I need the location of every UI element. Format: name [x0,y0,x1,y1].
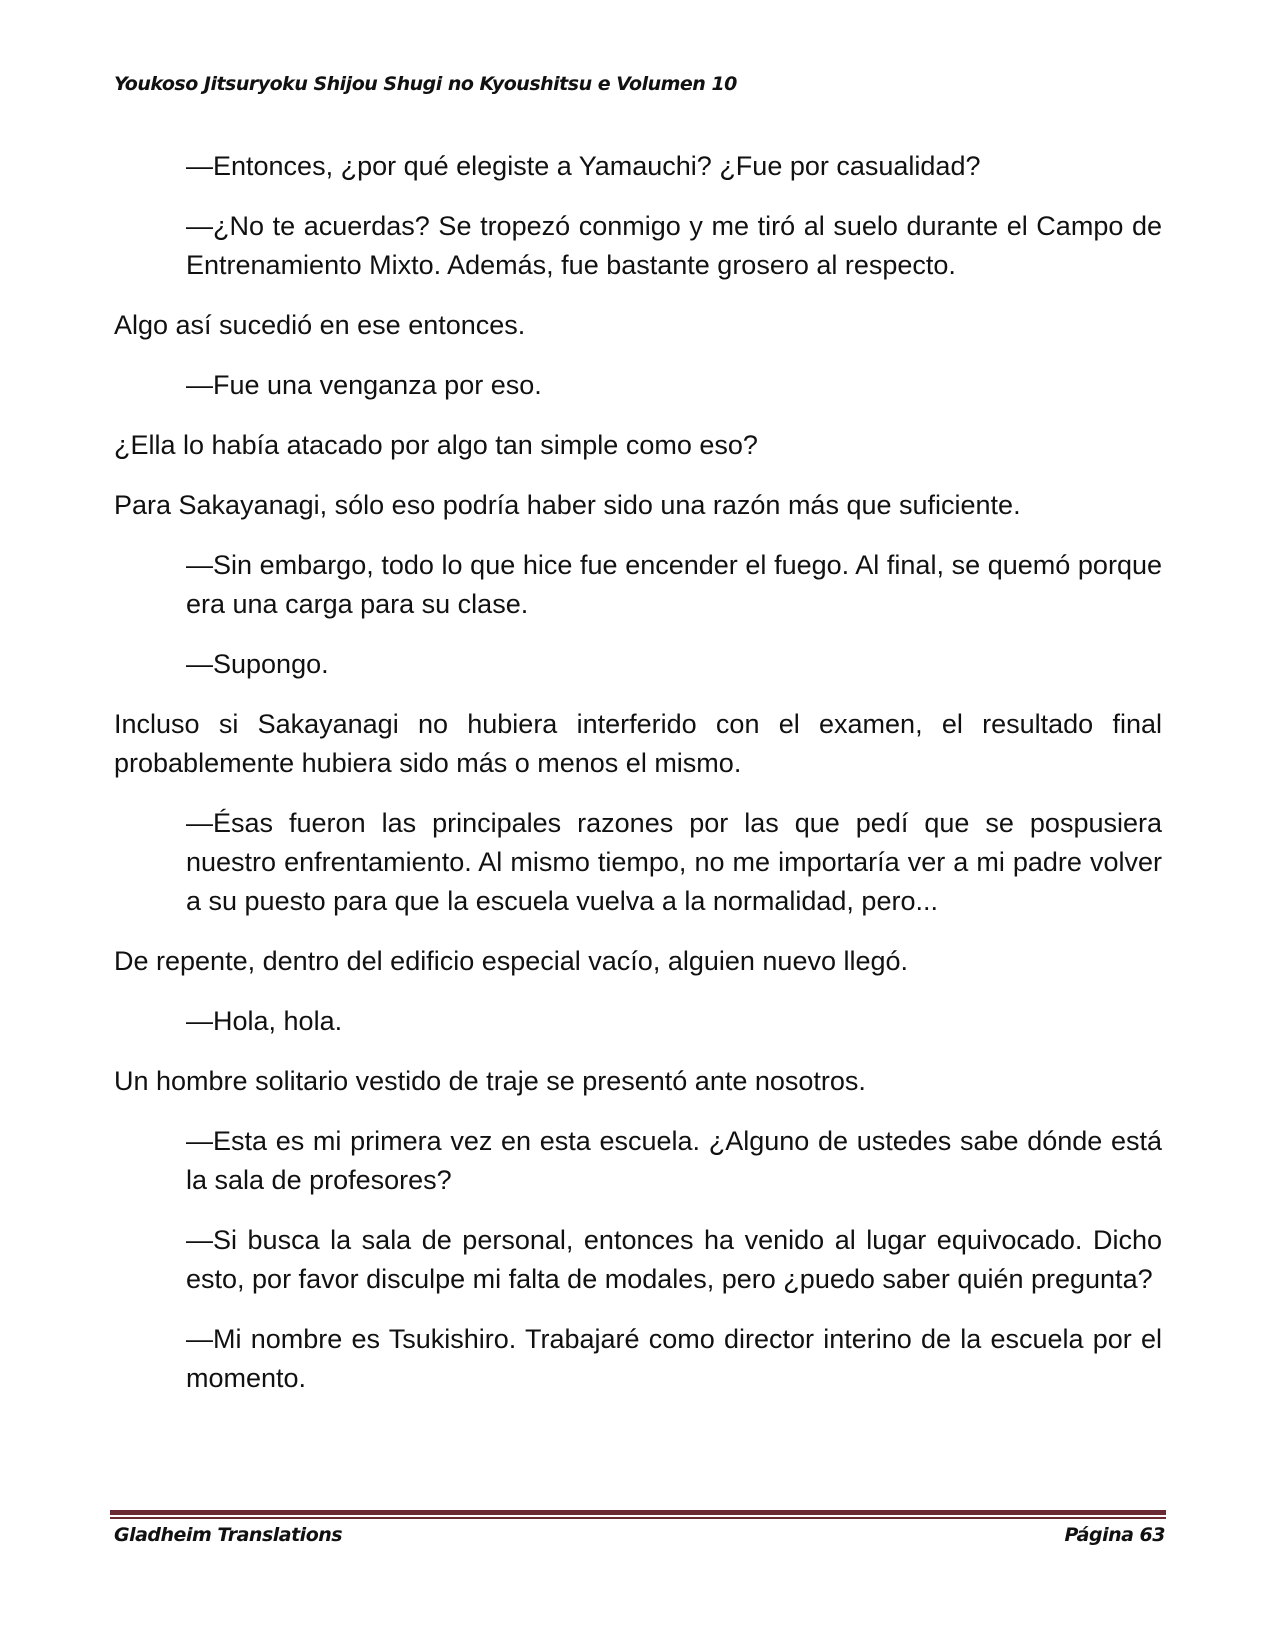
body-text [114,147,1162,1419]
narration-paragraph: ¿Ella lo había atacado por algo tan simple como eso? [114,430,758,460]
dialogue-paragraph: —Esta es mi primera vez en esta escuela. ¿Alguno de ustedes sabe dónde está la sala de profesores? [186,1126,1162,1195]
dialogue-paragraph: —Sin embargo, todo lo que hice fue encender el fuego. Al final, se quemó porque era una carga para su clase. [186,550,1162,619]
narration-paragraph: Incluso si Sakayanagi no hubiera interferido con el examen, el resultado final probablemente hubiera sido más o menos el mismo. [114,709,1162,778]
dialogue-paragraph: —¿No te acuerdas? Se tropezó conmigo y me tiró al suelo durante el Campo de Entrenamiento Mixto. Además, fue bastante grosero al respecto. [186,211,1162,280]
dialogue-paragraph: —Supongo. [186,649,329,679]
dialogue-paragraph: —Mi nombre es Tsukishiro. Trabajaré como director interino de la escuela por el momento. [186,1324,1162,1393]
dialogue-paragraph: —Hola, hola. [186,1006,343,1036]
dialogue-paragraph: —Si busca la sala de personal, entonces ha venido al lugar equivocado. Dicho esto, por favor disculpe mi falta de modales, pero ¿puedo saber quién pregunta? [186,1225,1162,1294]
dialogue-paragraph: —Entonces, ¿por qué elegiste a Yamauchi? ¿Fue por casualidad? [186,151,981,181]
footer-rule-thin [110,1517,1166,1519]
footer-publisher: Gladheim Translations [114,1524,343,1546]
running-header: Youkoso Jitsuryoku Shijou Shugi no Kyoushitsu e Volumen 10 [114,73,737,95]
narration-paragraph: Un hombre solitario vestido de traje se presentó ante nosotros. [114,1066,866,1096]
dialogue-paragraph: —Ésas fueron las principales razones por las que pedí que se pospusiera nuestro enfrentamiento. Al mismo tiempo, no me importaría ver a mi padre volver a su puesto para que la escuela vuelva a la normalidad, pero... [186,808,1162,916]
narration-paragraph: Algo así sucedió en ese entonces. [114,310,526,340]
narration-paragraph: De repente, dentro del edificio especial vacío, alguien nuevo llegó. [114,946,909,976]
page-number: Página 63 [1064,1524,1165,1546]
footer-rule [110,1510,1166,1515]
dialogue-paragraph: —Fue una venganza por eso. [186,370,542,400]
narration-paragraph: Para Sakayanagi, sólo eso podría haber sido una razón más que suficiente. [114,490,1021,520]
